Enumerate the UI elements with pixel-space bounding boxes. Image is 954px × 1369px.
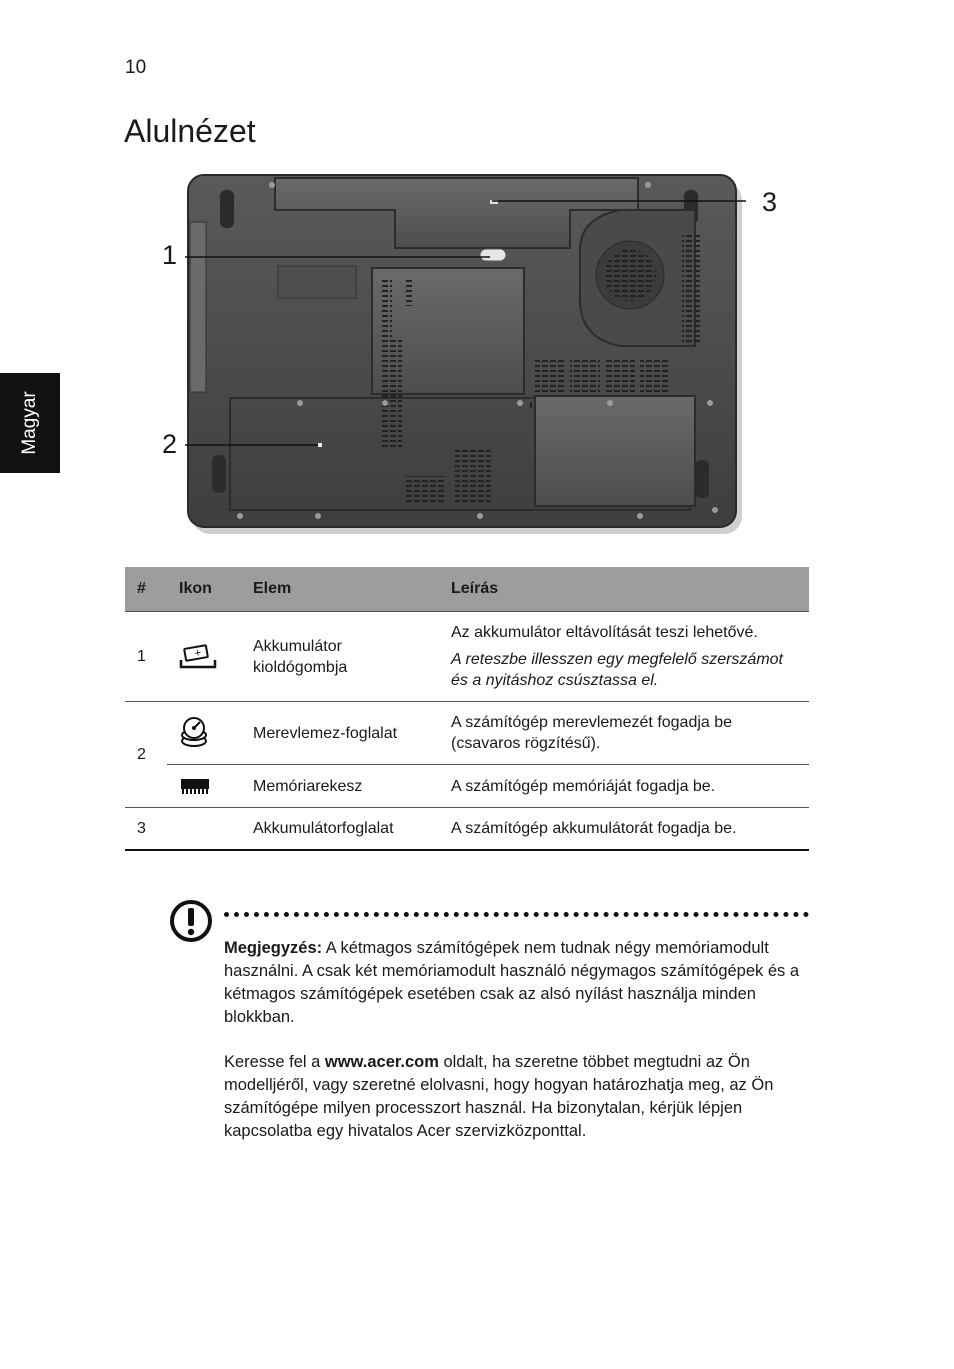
- battery-release-icon: [179, 642, 217, 672]
- row-description: A számítógép akkumulátorát fogadja be.: [439, 808, 809, 851]
- exclamation-icon: [168, 898, 214, 944]
- col-header-icon: Ikon: [167, 567, 241, 612]
- col-header-item: Elem: [241, 567, 439, 612]
- row-number: 3: [125, 808, 167, 851]
- component-table: [125, 567, 809, 851]
- page-number: 10: [125, 57, 147, 78]
- table-row: [125, 702, 809, 765]
- row-item: Merevlemez-foglalat: [241, 702, 439, 765]
- callout-3: 3: [762, 187, 778, 217]
- page-title: Alulnézet: [124, 113, 256, 149]
- memory-module-icon: [179, 775, 211, 797]
- note-label: Megjegyzés:: [224, 939, 323, 957]
- note-text: Keresse fel a: [224, 1053, 325, 1071]
- table-row: [125, 808, 809, 851]
- callout-2: 2: [162, 429, 178, 459]
- note-paragraph: [224, 1051, 804, 1143]
- language-tab-label: Magyar: [19, 391, 40, 455]
- laptop-bottom-figure: [150, 170, 800, 540]
- col-header-description: Leírás: [439, 567, 809, 612]
- row-item: Akkumulátor kioldógombja: [241, 612, 439, 702]
- row-description: Az akkumulátor eltávolítását teszi lehetővé.: [451, 624, 758, 641]
- language-tab: [0, 373, 60, 473]
- row-item: Memóriarekesz: [241, 765, 439, 808]
- note-paragraph: [224, 937, 804, 1029]
- row-description-note: A reteszbe illesszen egy megfelelő szerszámot és a nyitáshoz csúsztassa el.: [451, 651, 783, 689]
- row-description: A számítógép memóriáját fogadja be.: [439, 765, 809, 808]
- laptop-bottom-illustration: [150, 170, 800, 540]
- note-text: A kétmagos számítógépek nem tudnak négy memóriamodult használni. A csak két memóriamodult használó négymagos számítógépek és a kétmagos számítógépek esetében csak az alsó nyílást használja minden blokkban.: [224, 939, 800, 1026]
- row-item: Akkumulátorfoglalat: [241, 808, 439, 851]
- acer-link[interactable]: www.acer.com: [324, 1053, 439, 1071]
- hard-disk-icon: [179, 717, 209, 749]
- col-header-number: #: [125, 567, 167, 612]
- callout-1: 1: [162, 240, 178, 270]
- table-row: [125, 765, 809, 808]
- svg-text:+: +: [193, 647, 203, 659]
- note-divider: [224, 912, 809, 917]
- row-number: 2: [125, 702, 167, 808]
- table-row: [125, 612, 809, 702]
- row-description: A számítógép merevlemezét fogadja be (csavaros rögzítésű).: [439, 702, 809, 765]
- note-box: [224, 937, 804, 1165]
- table-header-row: [125, 567, 809, 612]
- row-number: 1: [125, 612, 167, 702]
- note-text: oldalt, ha szeretne többet megtudni az Ön modelljéről, vagy szeretné elolvasni, hogy hogyan határozhatja meg, az Ön számítógépe milyen processzort használ. Ha bizonytalan, kérjük lépjen kapcsolatba egy hivatalos Acer szervizközponttal.: [224, 1053, 774, 1140]
